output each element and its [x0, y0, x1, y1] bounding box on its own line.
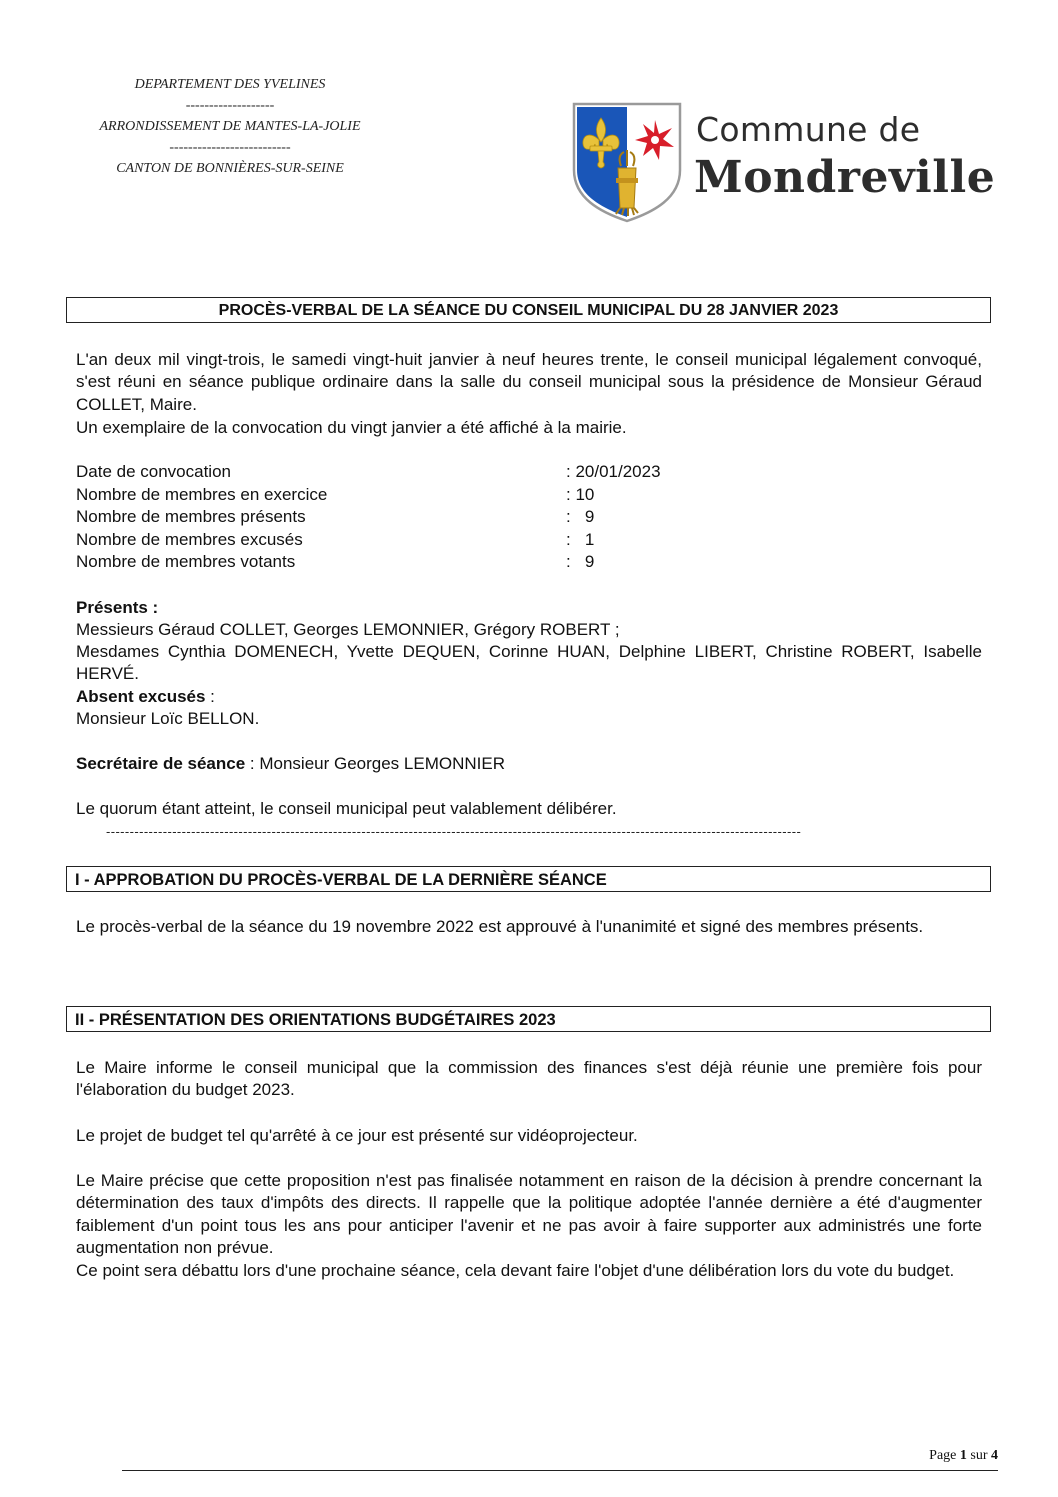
- coat-of-arms-icon: [568, 100, 688, 225]
- info-value: : 10: [566, 484, 595, 504]
- canton-line: CANTON DE BONNIÈRES-SUR-SEINE: [116, 161, 344, 176]
- presents-heading: [76, 597, 982, 619]
- absents-heading: [76, 686, 982, 708]
- department-line: DEPARTEMENT DES YVELINES: [134, 77, 326, 92]
- header-divider: --------------------------: [169, 140, 291, 155]
- info-value: : 20/01/2023: [566, 462, 661, 481]
- info-row: [76, 506, 776, 529]
- info-row: [76, 529, 776, 552]
- info-row: [76, 551, 776, 574]
- info-value: : 9: [566, 552, 595, 571]
- info-value: : 1: [566, 529, 595, 549]
- page-word: Page: [929, 1448, 957, 1463]
- section2-title: II - PRÉSENTATION DES ORIENTATIONS BUDGÉTAIRES 2023: [66, 1006, 991, 1032]
- convocation-notice: Un exemplaire de la convocation du vingt janvier a été affiché à la mairie.: [76, 418, 627, 437]
- footer-rule: [122, 1470, 998, 1471]
- info-label: Date de convocation: [76, 462, 231, 481]
- department-header: [40, 74, 420, 179]
- page-total: 4: [991, 1448, 998, 1463]
- secretaire-line: [76, 753, 982, 775]
- section1-text: Le procès-verbal de la séance du 19 novembre 2022 est approuvé à l'unanimité et signé des membres présents.: [76, 917, 924, 936]
- absents-heading-text: Absent excusés: [76, 687, 206, 706]
- section2-paragraph: Le projet de budget tel qu'arrêté à ce jour est présenté sur vidéoprojecteur.: [76, 1126, 638, 1145]
- document-title: PROCÈS-VERBAL DE LA SÉANCE DU CONSEIL MUNICIPAL DU 28 JANVIER 2023: [66, 297, 991, 323]
- arrondissement-line: ARRONDISSEMENT DE MANTES-LA-JOLIE: [99, 119, 361, 134]
- secretaire-value: : Monsieur Georges LEMONNIER: [245, 754, 505, 773]
- quorum-line: Le quorum étant atteint, le conseil municipal peut valablement délibérer.: [76, 799, 617, 818]
- info-row: [76, 484, 776, 507]
- absents-colon: :: [205, 687, 215, 706]
- info-label: Nombre de membres votants: [76, 552, 296, 571]
- header-divider: -------------------: [185, 98, 275, 113]
- commune-logo: [568, 100, 996, 225]
- page-current: 1: [959, 1448, 967, 1463]
- section2-paragraph: Le Maire informe le conseil municipal que la commission des finances s'est déjà réunie une première fois pour l'élaboration du budget 2023.: [76, 1058, 982, 1100]
- separator-dashes: ---------------------------------------------------------------------------------------------------------------------------------------------------: [106, 824, 802, 839]
- info-label: Nombre de membres en exercice: [76, 484, 328, 504]
- section2-paragraph: Le Maire précise que cette proposition n'est pas finalisée notamment en raison de la décision à prendre concernant la détermination des taux d'impôts des directs. Il rappelle que la politique adoptée l'année dernière a été d'augmenter faiblement d'un point tous les ans pour anticiper l'avenir et ne pas avoir à faire supporter aux administrés une forte augmentation non prévue.: [76, 1171, 982, 1257]
- info-value: : 9: [566, 507, 595, 526]
- absents-line: Monsieur Loïc BELLON.: [76, 709, 260, 728]
- intro-paragraph: L'an deux mil vingt-trois, le samedi vingt-huit janvier à neuf heures trente, le conseil municipal légalement convoqué, s'est réuni en séance publique ordinaire dans la salle du conseil municipal sous la présidence de Monsieur Géraud COLLET, Maire.: [76, 350, 982, 414]
- presents-messieurs: Messieurs Géraud COLLET, Georges LEMONNIER, Grégory ROBERT ;: [76, 620, 620, 639]
- page-sep: sur: [970, 1448, 988, 1463]
- presents-heading-text: Présents :: [76, 598, 159, 617]
- section1-title: I - APPROBATION DU PROCÈS-VERBAL DE LA DERNIÈRE SÉANCE: [66, 866, 991, 892]
- page-number: [880, 1448, 998, 1464]
- section2-paragraph: Ce point sera débattu lors d'une prochaine séance, cela devant faire l'objet d'une délibération lors du vote du budget.: [76, 1261, 955, 1280]
- info-row: [76, 461, 776, 484]
- presents-mesdames: Mesdames Cynthia DOMENECH, Yvette DEQUEN, Corinne HUAN, Delphine LIBERT, Christine ROBERT, Isabelle HERVÉ.: [76, 642, 982, 684]
- info-label: Nombre de membres présents: [76, 507, 306, 526]
- logo-commune-de: Commune de: [696, 110, 921, 149]
- info-label: Nombre de membres excusés: [76, 529, 303, 549]
- logo-commune-name: Mondreville: [694, 152, 996, 203]
- secretaire-label: Secrétaire de séance: [76, 754, 246, 773]
